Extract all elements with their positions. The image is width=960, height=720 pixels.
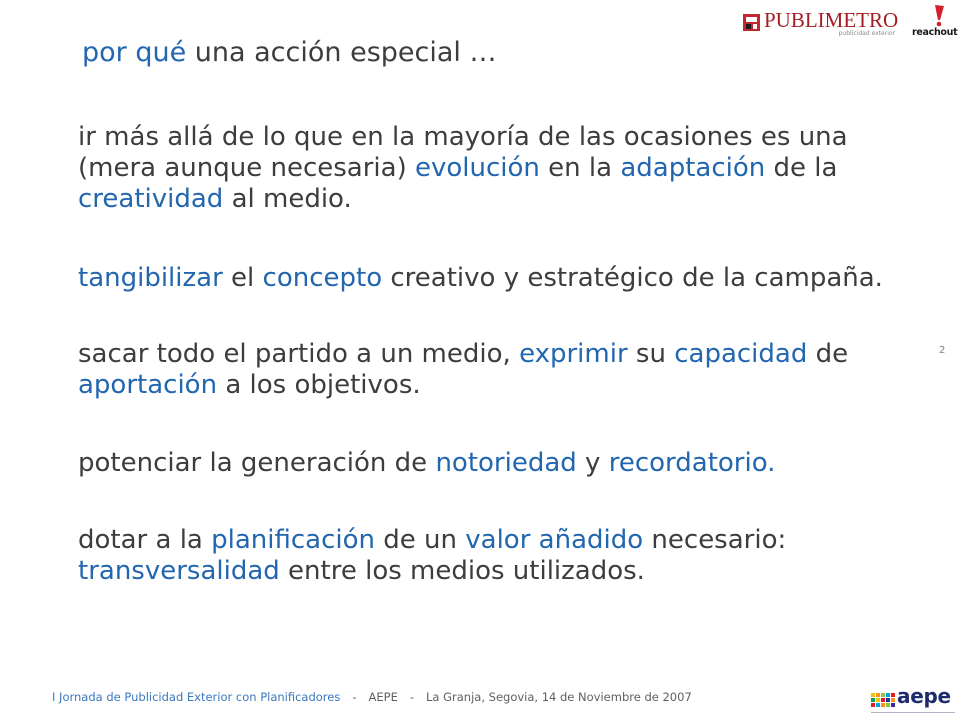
paragraph-line [78,122,848,153]
highlighted-term: creatividad [78,184,224,214]
footer-event-name: I Jornada de Publicidad Exterior con Planificadores [52,690,341,704]
paragraph-line [78,556,786,587]
highlighted-term: adaptación [620,153,766,183]
body-text: entre los medios utilizados. [279,556,645,586]
body-text: de [807,339,849,369]
page-number: 2 [939,345,946,356]
aepe-tagline-line [871,712,955,713]
bullet-paragraph [78,122,848,215]
color-grid-icon [871,693,895,707]
body-text: necesario: [643,525,787,555]
paragraph-line [78,339,848,370]
highlighted-term: evolución [414,153,540,183]
bullet-paragraph [78,448,775,479]
body-text: una acción especial … [186,37,497,68]
highlighted-term: planificación [211,525,375,555]
highlighted-term: exprimir [519,339,628,369]
paragraph-line [78,184,848,215]
body-text: al medio. [223,184,352,214]
highlighted-term: recordatorio. [608,448,776,478]
slide-footer [52,689,692,705]
reachout-wordmark: reachout [912,27,958,38]
paragraph-line [78,153,848,184]
body-text: de un [375,525,466,555]
highlighted-term: por qué [82,37,187,68]
aepe-logo [871,684,957,715]
paragraph-line [78,448,775,479]
paragraph-line [78,370,848,401]
paragraph-line [78,525,786,556]
reachout-logo [910,3,958,39]
paragraph-line [78,263,883,294]
footer-place-date: La Granja, Segovia, 14 de Noviembre de 2007 [426,690,692,704]
body-text: potenciar la generación de [78,448,436,478]
highlighted-term: notoriedad [435,448,577,478]
publimetro-tagline: publicidad exterior [838,30,895,37]
body-text: creativo y estratégico de la campaña. [382,263,883,293]
publimetro-logo [743,10,897,38]
body-text: sacar todo el partido a un medio, [78,339,520,369]
bullet-paragraph [78,525,786,587]
body-text: en la [539,153,621,183]
body-text: dotar a la [78,525,212,555]
highlighted-term: transversalidad [78,556,280,586]
bullet-paragraph [78,263,883,294]
body-text: ir más allá de lo que en la mayoría de las ocasiones es una [78,122,848,152]
body-text: su [627,339,675,369]
highlighted-term: concepto [262,263,383,293]
highlighted-term: aportación [78,370,218,400]
highlighted-term: valor añadido [465,525,644,555]
highlighted-term: tangibilizar [78,263,223,293]
footer-separator: - [352,690,357,704]
publimetro-mark-icon [743,14,760,31]
body-text: y [576,448,609,478]
aepe-wordmark: aepe [897,684,951,708]
bullet-paragraph [78,339,848,401]
body-text: a los objetivos. [217,370,421,400]
exclamation-icon [933,5,945,27]
body-text: de la [765,153,838,183]
body-text: (mera aunque necesaria) [78,153,415,183]
footer-separator: - [409,690,415,704]
body-text: el [222,263,263,293]
slide-title [82,37,497,69]
highlighted-term: capacidad [674,339,808,369]
publimetro-wordmark: PUBLIMETRO [764,8,899,32]
footer-organizer: AEPE [368,690,398,704]
